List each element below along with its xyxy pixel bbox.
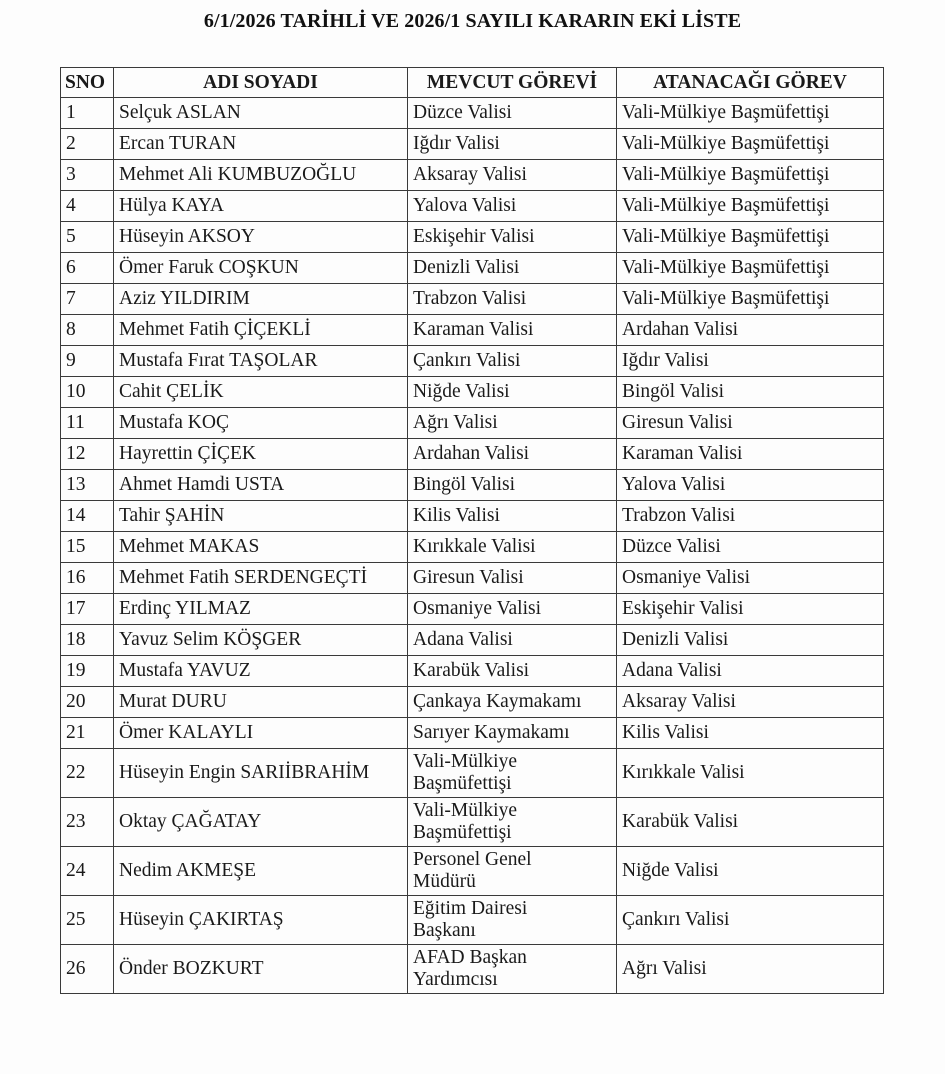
cell-assigned-position: Ağrı Valisi	[617, 945, 884, 994]
current-position-line: Eskişehir Valisi	[413, 226, 535, 247]
cell-current-position	[408, 656, 617, 687]
cell-name: Mehmet Ali KUMBUZOĞLU	[114, 160, 408, 191]
cell-current-position	[408, 346, 617, 377]
cell-assigned-position: Iğdır Valisi	[617, 346, 884, 377]
cell-name: Ömer Faruk COŞKUN	[114, 253, 408, 284]
cell-current-position	[408, 408, 617, 439]
cell-current-position	[408, 625, 617, 656]
cell-current-position	[408, 439, 617, 470]
table-row	[61, 945, 884, 994]
cell-assigned-position: Denizli Valisi	[617, 625, 884, 656]
table-row	[61, 222, 884, 253]
cell-name: Hüseyin AKSOY	[114, 222, 408, 253]
table-row	[61, 315, 884, 346]
cell-name: Önder BOZKURT	[114, 945, 408, 994]
cell-name: Yavuz Selim KÖŞGER	[114, 625, 408, 656]
cell-current-position	[408, 594, 617, 625]
table-body	[61, 98, 884, 994]
header-assigned-position: ATANACAĞI GÖREV	[617, 68, 884, 98]
table-row	[61, 847, 884, 896]
cell-current-position	[408, 470, 617, 501]
table-row	[61, 377, 884, 408]
header-current-position: MEVCUT GÖREVİ	[408, 68, 617, 98]
cell-sno: 18	[61, 625, 114, 656]
current-position-line: Karabük Valisi	[413, 660, 530, 681]
cell-name: Oktay ÇAĞATAY	[114, 798, 408, 847]
current-position-line: Denizli Valisi	[413, 257, 520, 278]
cell-assigned-position: Adana Valisi	[617, 656, 884, 687]
cell-sno: 14	[61, 501, 114, 532]
cell-sno: 10	[61, 377, 114, 408]
current-position-line: Karaman Valisi	[413, 319, 534, 340]
cell-sno: 2	[61, 129, 114, 160]
cell-assigned-position: Aksaray Valisi	[617, 687, 884, 718]
cell-current-position	[408, 687, 617, 718]
cell-sno: 12	[61, 439, 114, 470]
cell-name: Erdinç YILMAZ	[114, 594, 408, 625]
table-row	[61, 470, 884, 501]
current-position-line: Vali-Mülkiye	[413, 751, 517, 772]
table-row	[61, 98, 884, 129]
cell-current-position	[408, 377, 617, 408]
header-name: ADI SOYADI	[114, 68, 408, 98]
cell-sno: 4	[61, 191, 114, 222]
cell-name: Ercan TURAN	[114, 129, 408, 160]
table-row	[61, 625, 884, 656]
cell-name: Hülya KAYA	[114, 191, 408, 222]
table-row	[61, 129, 884, 160]
cell-name: Ahmet Hamdi USTA	[114, 470, 408, 501]
cell-current-position	[408, 129, 617, 160]
cell-name: Murat DURU	[114, 687, 408, 718]
cell-sno: 26	[61, 945, 114, 994]
cell-sno: 20	[61, 687, 114, 718]
cell-name: Hayrettin ÇİÇEK	[114, 439, 408, 470]
header-sno: SNO	[61, 68, 114, 98]
cell-name: Mustafa Fırat TAŞOLAR	[114, 346, 408, 377]
cell-sno: 11	[61, 408, 114, 439]
cell-sno: 22	[61, 749, 114, 798]
appointment-table	[60, 67, 884, 994]
cell-sno: 7	[61, 284, 114, 315]
table-row	[61, 501, 884, 532]
current-position-line: Bingöl Valisi	[413, 474, 516, 495]
cell-current-position	[408, 718, 617, 749]
current-position-line: Ardahan Valisi	[413, 443, 530, 464]
cell-assigned-position: Osmaniye Valisi	[617, 563, 884, 594]
cell-assigned-position: Vali-Mülkiye Başmüfettişi	[617, 191, 884, 222]
current-position-line: Çankaya Kaymakamı	[413, 691, 582, 712]
current-position-line: Kilis Valisi	[413, 505, 500, 526]
cell-sno: 6	[61, 253, 114, 284]
cell-name: Nedim AKMEŞE	[114, 847, 408, 896]
cell-sno: 8	[61, 315, 114, 346]
cell-name: Mehmet MAKAS	[114, 532, 408, 563]
current-position-line: Osmaniye Valisi	[413, 598, 542, 619]
cell-assigned-position: Karaman Valisi	[617, 439, 884, 470]
cell-sno: 24	[61, 847, 114, 896]
cell-sno: 15	[61, 532, 114, 563]
cell-current-position	[408, 501, 617, 532]
cell-name: Ömer KALAYLI	[114, 718, 408, 749]
table-row	[61, 160, 884, 191]
cell-name: Mustafa YAVUZ	[114, 656, 408, 687]
cell-assigned-position: Giresun Valisi	[617, 408, 884, 439]
cell-assigned-position: Vali-Mülkiye Başmüfettişi	[617, 160, 884, 191]
current-position-line: Sarıyer Kaymakamı	[413, 722, 570, 743]
table-row	[61, 749, 884, 798]
cell-assigned-position: Niğde Valisi	[617, 847, 884, 896]
cell-assigned-position: Vali-Mülkiye Başmüfettişi	[617, 222, 884, 253]
cell-sno: 1	[61, 98, 114, 129]
cell-assigned-position: Kilis Valisi	[617, 718, 884, 749]
table-row	[61, 284, 884, 315]
cell-assigned-position: Bingöl Valisi	[617, 377, 884, 408]
current-position-line: Trabzon Valisi	[413, 288, 527, 309]
cell-sno: 25	[61, 896, 114, 945]
cell-current-position	[408, 222, 617, 253]
current-position-line: Yardımcısı	[413, 969, 498, 990]
cell-sno: 13	[61, 470, 114, 501]
cell-current-position	[408, 945, 617, 994]
table-row	[61, 896, 884, 945]
cell-assigned-position: Ardahan Valisi	[617, 315, 884, 346]
cell-assigned-position: Trabzon Valisi	[617, 501, 884, 532]
current-position-line: AFAD Başkan	[413, 947, 527, 968]
table-row	[61, 656, 884, 687]
cell-assigned-position: Kırıkkale Valisi	[617, 749, 884, 798]
cell-sno: 21	[61, 718, 114, 749]
current-position-line: Çankırı Valisi	[413, 350, 521, 371]
current-position-line: Başkanı	[413, 920, 476, 941]
cell-sno: 16	[61, 563, 114, 594]
cell-assigned-position: Düzce Valisi	[617, 532, 884, 563]
cell-assigned-position: Vali-Mülkiye Başmüfettişi	[617, 98, 884, 129]
cell-assigned-position: Çankırı Valisi	[617, 896, 884, 945]
cell-current-position	[408, 284, 617, 315]
table-row	[61, 532, 884, 563]
cell-name: Hüseyin ÇAKIRTAŞ	[114, 896, 408, 945]
table-row	[61, 191, 884, 222]
cell-current-position	[408, 563, 617, 594]
current-position-line: Düzce Valisi	[413, 102, 512, 123]
cell-name: Tahir ŞAHİN	[114, 501, 408, 532]
current-position-line: Vali-Mülkiye	[413, 800, 517, 821]
cell-name: Hüseyin Engin SARIİBRAHİM	[114, 749, 408, 798]
cell-sno: 17	[61, 594, 114, 625]
table-row	[61, 563, 884, 594]
current-position-line: Başmüfettişi	[413, 822, 512, 843]
cell-current-position	[408, 98, 617, 129]
cell-current-position	[408, 315, 617, 346]
cell-sno: 5	[61, 222, 114, 253]
current-position-line: Giresun Valisi	[413, 567, 524, 588]
cell-sno: 23	[61, 798, 114, 847]
cell-assigned-position: Vali-Mülkiye Başmüfettişi	[617, 253, 884, 284]
current-position-line: Aksaray Valisi	[413, 164, 527, 185]
cell-assigned-position: Vali-Mülkiye Başmüfettişi	[617, 284, 884, 315]
table-row	[61, 439, 884, 470]
cell-assigned-position: Karabük Valisi	[617, 798, 884, 847]
cell-current-position	[408, 847, 617, 896]
cell-assigned-position: Yalova Valisi	[617, 470, 884, 501]
current-position-line: Personel Genel	[413, 849, 532, 870]
cell-current-position	[408, 160, 617, 191]
table-row	[61, 718, 884, 749]
current-position-line: Niğde Valisi	[413, 381, 510, 402]
table-row	[61, 408, 884, 439]
current-position-line: Müdürü	[413, 871, 476, 892]
cell-sno: 3	[61, 160, 114, 191]
cell-name: Mehmet Fatih SERDENGEÇTİ	[114, 563, 408, 594]
current-position-line: Kırıkkale Valisi	[413, 536, 536, 557]
cell-sno: 9	[61, 346, 114, 377]
cell-current-position	[408, 749, 617, 798]
table-row	[61, 687, 884, 718]
document-title: 6/1/2026 TARİHLİ VE 2026/1 SAYILI KARARIN EKİ LİSTE	[203, 10, 742, 32]
table-row	[61, 346, 884, 377]
cell-current-position	[408, 191, 617, 222]
cell-name: Cahit ÇELİK	[114, 377, 408, 408]
table-row	[61, 594, 884, 625]
table-row	[61, 798, 884, 847]
cell-name: Mehmet Fatih ÇİÇEKLİ	[114, 315, 408, 346]
cell-assigned-position: Eskişehir Valisi	[617, 594, 884, 625]
cell-current-position	[408, 896, 617, 945]
table-header-row	[61, 68, 884, 98]
cell-sno: 19	[61, 656, 114, 687]
current-position-line: Adana Valisi	[413, 629, 513, 650]
current-position-line: Başmüfettişi	[413, 773, 512, 794]
current-position-line: Iğdır Valisi	[413, 133, 500, 154]
cell-name: Mustafa KOÇ	[114, 408, 408, 439]
cell-current-position	[408, 532, 617, 563]
cell-name: Selçuk ASLAN	[114, 98, 408, 129]
current-position-line: Ağrı Valisi	[413, 412, 498, 433]
table-row	[61, 253, 884, 284]
current-position-line: Eğitim Dairesi	[413, 898, 528, 919]
cell-current-position	[408, 798, 617, 847]
current-position-line: Yalova Valisi	[413, 195, 517, 216]
cell-current-position	[408, 253, 617, 284]
cell-assigned-position: Vali-Mülkiye Başmüfettişi	[617, 129, 884, 160]
cell-name: Aziz YILDIRIM	[114, 284, 408, 315]
